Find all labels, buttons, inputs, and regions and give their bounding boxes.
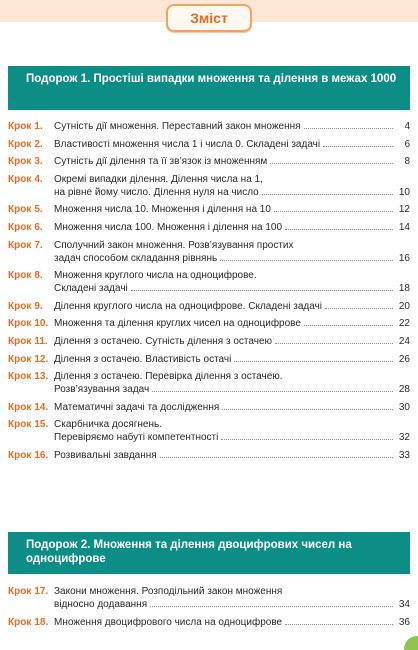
entry-title-line: Множення числа 100. Множення і ділення на 100: [54, 221, 283, 233]
page-title: Зміст: [166, 4, 252, 32]
entry-last-line: [54, 383, 410, 396]
dot-leader: [325, 308, 393, 309]
step-prefix: Крок: [8, 239, 32, 251]
toc-entry[interactable]: [8, 418, 410, 444]
page-number: 18: [398, 283, 410, 295]
step-label: [8, 221, 54, 234]
entry-last-line: [54, 401, 410, 414]
entry-title-line: Окремі випадки ділення. Ділення числа на 1,: [54, 173, 263, 185]
step-number: 2.: [34, 138, 43, 150]
step-number: 18.: [34, 616, 49, 628]
step-prefix: Крок: [8, 318, 32, 330]
entry-title-line: Ділення з остачею. Перевірка ділення з остачею.: [54, 371, 283, 383]
entry-title-line: Множення двоцифрового числа на одноцифрове: [54, 616, 283, 628]
step-number: 6.: [34, 221, 43, 233]
entry-title-line: на рівне йому число. Ділення нуля на число: [54, 186, 259, 198]
dot-leader: [274, 211, 393, 212]
step-prefix: Крок: [8, 353, 32, 365]
step-prefix: Крок: [8, 371, 32, 383]
step-label: [8, 418, 54, 444]
step-prefix: Крок: [8, 449, 32, 461]
toc-entry[interactable]: [8, 138, 410, 151]
step-number: 7.: [34, 239, 43, 251]
dot-leader: [285, 624, 393, 625]
toc-entry[interactable]: [8, 173, 410, 199]
entry-title-line: Математичні задачі та дослідження: [54, 401, 220, 413]
toc-entry[interactable]: [8, 585, 410, 611]
step-label: [8, 269, 54, 295]
step-number: 13.: [34, 371, 49, 383]
page-number: 36: [398, 616, 410, 628]
dot-leader: [304, 325, 393, 326]
step-prefix: Крок: [8, 586, 32, 597]
step-prefix: Крок: [8, 419, 32, 431]
step-number: 16.: [34, 449, 49, 461]
toc-entry[interactable]: [8, 269, 410, 295]
entry-last-line: [54, 353, 410, 366]
entry-title-line: задач способом складання рівнянь: [54, 252, 218, 264]
step-prefix: Крок: [8, 616, 32, 628]
toc-entry[interactable]: [8, 221, 410, 234]
step-prefix: Крок: [8, 300, 32, 312]
step-prefix: Крок: [8, 173, 32, 185]
dot-leader: [262, 194, 393, 195]
step-number: 3.: [34, 156, 43, 168]
entry-last-line: [54, 300, 410, 313]
step-prefix: Крок: [8, 121, 32, 132]
title-container: [0, 4, 418, 32]
page-number: 33: [398, 449, 410, 461]
step-label: [8, 401, 54, 414]
step-label: [8, 616, 54, 629]
section-header-1: Подорож 1. Простіші випадки множення та ділення в межах 1000: [8, 66, 410, 110]
entry-last-line: [54, 449, 410, 462]
step-label: [8, 370, 54, 396]
page-number: 14: [398, 221, 410, 233]
entry-title-line: Закони множення. Розподільний закон множення: [54, 586, 283, 597]
step-label: [8, 120, 54, 133]
entry-title-line: Перевіряємо набуті компетентності: [54, 432, 219, 444]
dot-leader: [270, 163, 393, 164]
step-prefix: Крок: [8, 138, 32, 150]
step-number: 1.: [34, 121, 43, 132]
entry-last-line: [54, 335, 410, 348]
page-number: 24: [398, 335, 410, 347]
entry-last-line: [54, 252, 410, 265]
step-number: 14.: [34, 401, 49, 413]
toc-entry[interactable]: [8, 120, 410, 133]
entry-title-line: Множення та ділення круглих чисел на одноцифрове: [54, 318, 301, 330]
step-label: [8, 449, 54, 462]
toc-list-1: [8, 120, 410, 467]
step-prefix: Крок: [8, 335, 32, 347]
section-header-2: Подорож 2. Множення та ділення двоцифрових чисел на одноцифрове: [8, 532, 410, 574]
entry-last-line: [54, 317, 410, 330]
toc-entry[interactable]: [8, 616, 410, 629]
page-number: 26: [398, 353, 410, 365]
step-label: [8, 239, 54, 265]
dot-leader: [150, 606, 393, 607]
step-number: 17.: [34, 586, 49, 597]
dot-leader: [323, 146, 393, 147]
entry-last-line: [54, 203, 410, 216]
entry-title-line: Ділення з остачею. Сутність ділення з остачею: [54, 335, 273, 347]
toc-entry[interactable]: [8, 353, 410, 366]
step-number: 12.: [34, 353, 49, 365]
step-number: 8.: [34, 270, 43, 282]
entry-title-line: Складені задачі: [54, 283, 128, 295]
toc-entry[interactable]: [8, 449, 410, 462]
entry-title-line: Розв’язування задач: [54, 384, 150, 396]
dot-leader: [131, 290, 393, 291]
page-number: 32: [398, 432, 410, 444]
entry-title-line: Скарбничка досягнень.: [54, 419, 162, 431]
toc-entry[interactable]: [8, 335, 410, 348]
step-prefix: Крок: [8, 221, 32, 233]
entry-last-line: [54, 598, 410, 611]
entry-last-line: [54, 155, 410, 168]
step-number: 15.: [34, 419, 49, 431]
entry-title-line: Множення круглого числа на одноцифрове.: [54, 270, 257, 282]
toc-entry[interactable]: [8, 203, 410, 216]
toc-entry[interactable]: [8, 155, 410, 168]
page-number: 10: [398, 186, 410, 198]
toc-list-2: [8, 585, 410, 633]
page-number: 22: [398, 318, 410, 330]
entry-title-line: Властивості множення числа 1 і числа 0. Складені задачі: [54, 138, 321, 150]
toc-entry[interactable]: [8, 370, 410, 396]
step-label: [8, 138, 54, 151]
entry-title-line: Множення числа 10. Множення і ділення на 10: [54, 204, 271, 216]
toc-entry[interactable]: [8, 300, 410, 313]
entry-last-line: [54, 616, 410, 629]
step-number: 5.: [34, 204, 43, 216]
entry-last-line: [54, 282, 410, 295]
dot-leader: [285, 229, 393, 230]
toc-entry[interactable]: [8, 317, 410, 330]
entry-last-line: [54, 186, 410, 199]
page-number: 28: [398, 384, 410, 396]
page-number: 12: [398, 204, 410, 216]
entry-last-line: [54, 221, 410, 234]
dot-leader: [222, 409, 393, 410]
step-label: [8, 335, 54, 348]
dot-leader: [234, 361, 393, 362]
entry-title-line: Ділення круглого числа на одноцифрове. Складені задачі: [54, 300, 323, 312]
dot-leader: [221, 439, 393, 440]
step-label: [8, 173, 54, 199]
entry-title-line: відносно додавання: [54, 599, 148, 610]
page-number: 20: [398, 300, 410, 312]
page-number: 6: [404, 138, 410, 150]
step-prefix: Крок: [8, 204, 32, 216]
entry-title-line: Сутність дії множення. Переставний закон множення: [54, 121, 301, 132]
dot-leader: [304, 128, 393, 129]
step-label: [8, 155, 54, 168]
entry-last-line: [54, 138, 410, 151]
step-number: 9.: [34, 300, 43, 312]
step-number: 11.: [34, 335, 48, 347]
entry-title-line: Сполучний закон множення. Розв’язування простих: [54, 239, 294, 251]
step-label: [8, 585, 54, 611]
dot-leader: [160, 457, 393, 458]
step-label: [8, 203, 54, 216]
step-number: 10.: [34, 318, 49, 330]
step-label: [8, 317, 54, 330]
entry-title-line: Розвивальні завдання: [54, 449, 157, 461]
entry-last-line: [54, 120, 410, 133]
dot-leader: [220, 260, 393, 261]
page-number: 16: [398, 252, 410, 264]
page-number: 30: [398, 401, 410, 413]
step-label: [8, 353, 54, 366]
step-number: 4.: [34, 173, 43, 185]
step-label: [8, 300, 54, 313]
toc-entry[interactable]: [8, 239, 410, 265]
toc-entry[interactable]: [8, 401, 410, 414]
step-prefix: Крок: [8, 401, 32, 413]
page-number: 34: [398, 599, 410, 610]
corner-decoration: [404, 636, 418, 650]
step-prefix: Крок: [8, 270, 32, 282]
entry-last-line: [54, 431, 410, 444]
entry-title-line: Ділення з остачею. Властивість остачі: [54, 353, 232, 365]
page-number: 4: [404, 121, 410, 132]
dot-leader: [152, 391, 393, 392]
step-prefix: Крок: [8, 156, 32, 168]
dot-leader: [275, 343, 393, 344]
entry-title-line: Сутність дії ділення та її зв’язок із множенням: [54, 156, 268, 168]
page-number: 8: [404, 156, 410, 168]
